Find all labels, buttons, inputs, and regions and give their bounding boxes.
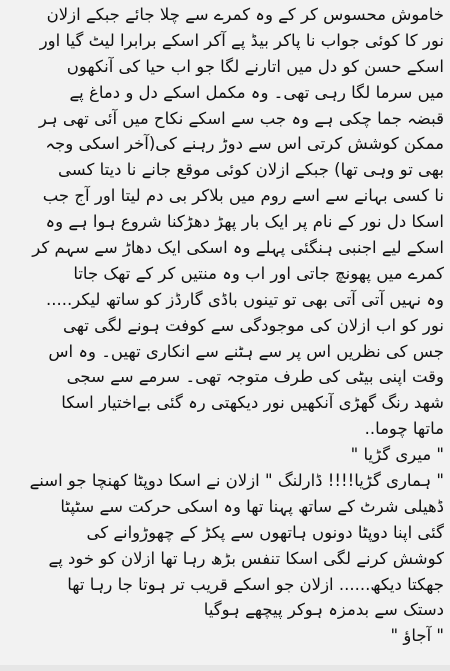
text-line: دستک سے بدمزہ ہوکر پیچھے ہوگیا (203, 600, 444, 620)
text-line: وقت اپنی بیٹی کی طرف متوجہ تھی۔ سرمے سے سجی (66, 367, 444, 387)
text-line: " ہماری گڑیا!!!! ڈارلنگ " ازلان نے اسکا دوپٹا کھنچا جو اسنے (29, 471, 444, 491)
text-line: ڈھیلی شرٹ کے ساتھ پہنا تھا وہ اسکی حرکت سے سٹپٹا (60, 496, 444, 516)
text-line: خاموش محسوس کر کے وہ کمرے سے چلا جائے جبکے ازلان (46, 5, 444, 24)
text-line: اسکے حسن کو دل میں اتارنے لگا جو اب حیا کی آنکھوں (66, 56, 444, 76)
text-line: اسکے لیے اجنبی ہنگئی پہلے وہ اسکی ایک دھاڑ سے سہم کر (32, 238, 444, 258)
text-line: نا کسی بہانے سے اسے روم میں بلاکر بی دم لیتا اور آج جب (42, 186, 444, 206)
text-line: شھد رنگ گھڑی آنکھیں نور دیکھتی رہ گئی بےاختیار اسکا (61, 393, 444, 413)
text-line: گئی اپنا دوپٹا دونوں ہاتھوں سے پکڑ کے چھوڑوانے کی (86, 522, 444, 542)
text-line: جس کی نظریں اس پر سے ہٹنے سے انکاری تھیں۔ وہ اس (48, 341, 444, 361)
text-line: " آجاؤ " (390, 626, 444, 646)
text-line: ممکن کوشش کرتی اس سے دوڑ رہنے کی(آخر اسکی وجہ (45, 134, 444, 154)
text-line: میں سرما لگا رہی تھی۔ وہ مکمل اسکے دل و دماغ پے (69, 82, 444, 102)
text-line: " میری گڑیا " (350, 445, 444, 465)
bottom-edge (0, 665, 450, 671)
text-line: کوشش کرنے لگی اسکا تنفس بڑھ رہا تھا ازلان کو خود پے (48, 548, 444, 568)
urdu-text-block (6, 2, 444, 649)
text-line: کمرے میں پھونچ جاتی اور اب وہ منتیں کر کے تھک جاتا (73, 263, 444, 283)
text-line: نور کو اب ازلان کی موجودگی سے کوفت ہونے لگی تھی (62, 315, 444, 335)
text-line: جھکتا دیکھ...... ازلان جو اسکے قریب تر ہوتا جا رہا تھا (67, 574, 444, 594)
text-line: ماتھا چوما.. (364, 419, 444, 439)
text-line: نور کا کوئی جواب نا پاکر بیڈ پے آکر اسکے برابرا لیٹ گیا اور (39, 30, 444, 50)
text-line: قبضہ جما چکی ہے وہ جب سے اسکے نکاح میں آئی تھی ہر (38, 108, 444, 128)
text-line: اسکا دل نور کے نام پر ایک بار پھڑ دھڑکنا شروع ہوا ہے وہ (45, 212, 444, 232)
text-line: بھی تو وہی تھا) جبکے ازلان کوئی موقع جانے نا دیتا کسی (58, 160, 444, 180)
text-line: وہ نہیں آتی آتی بھی تو تینوں باڈی گارڈز کو ساتھ لیکر..... (46, 289, 444, 309)
